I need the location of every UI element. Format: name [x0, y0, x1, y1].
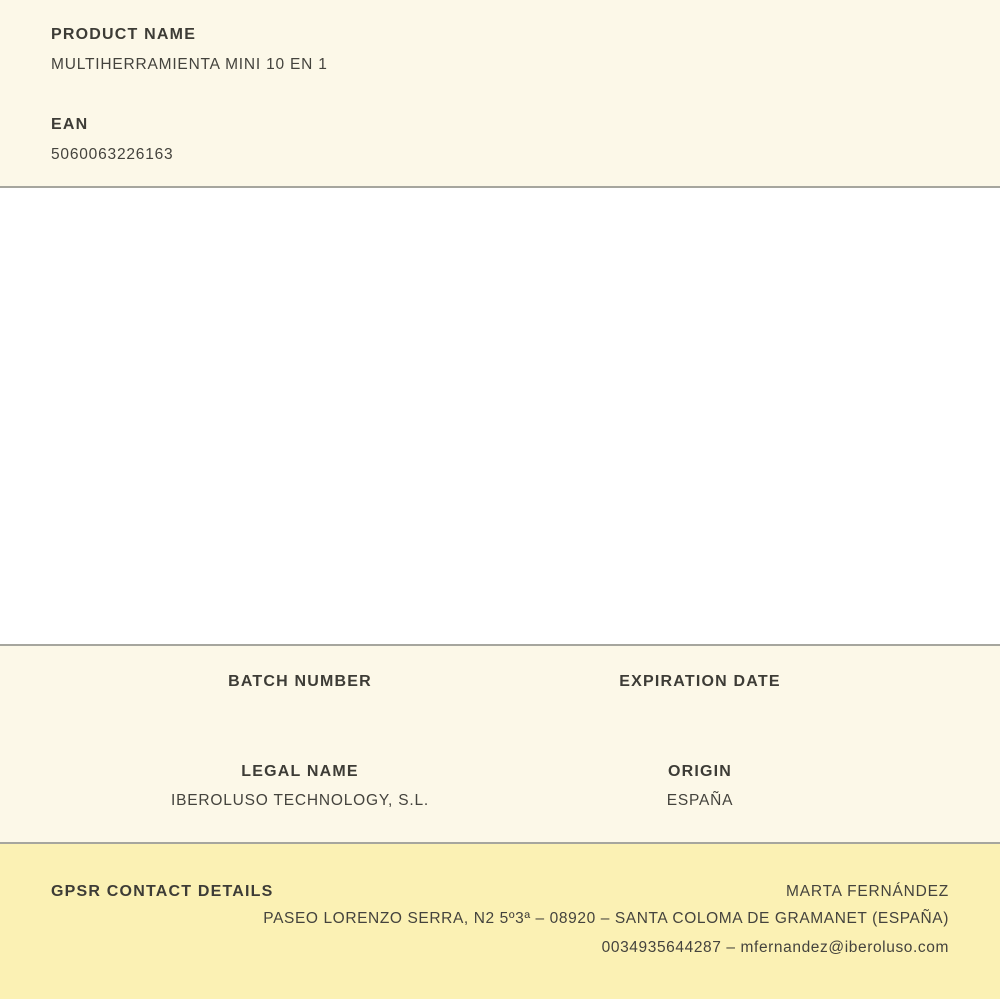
origin-field	[500, 762, 900, 812]
gpsr-contact-name: MARTA FERNÁNDEZ	[786, 883, 949, 900]
product-identity-section	[0, 0, 1000, 188]
expiration-date-value	[500, 700, 900, 722]
ean-value: 5060063226163	[51, 146, 174, 163]
legal-name-value: IBEROLUSO TECHNOLOGY, S.L.	[171, 792, 429, 809]
expiration-date-label: EXPIRATION DATE	[619, 673, 781, 690]
product-name-label: PRODUCT NAME	[51, 26, 197, 43]
ean-field	[51, 115, 949, 165]
gpsr-contact-section	[0, 844, 1000, 999]
legal-name-field	[100, 762, 500, 812]
origin-value: ESPAÑA	[666, 792, 734, 809]
details-grid	[100, 672, 900, 812]
product-name-field	[51, 25, 949, 75]
batch-number-field	[100, 672, 500, 722]
origin-label: ORIGIN	[667, 763, 733, 780]
gpsr-contact-header-row	[51, 880, 949, 904]
product-name-value: MULTIHERRAMIENTA MINI 10 EN 1	[51, 56, 328, 73]
product-image-area	[0, 188, 1000, 646]
gpsr-contact-phone-email: 0034935644287 – mfernandez@iberoluso.com	[601, 939, 949, 956]
product-details-section	[0, 646, 1000, 844]
expiration-date-field	[500, 672, 900, 722]
legal-name-label: LEGAL NAME	[241, 763, 359, 780]
gpsr-contact-address: PASEO LORENZO SERRA, N2 5º3ª – 08920 – SANTA COLOMA DE GRAMANET (ESPAÑA)	[263, 910, 949, 927]
ean-label: EAN	[51, 116, 89, 133]
batch-number-value	[100, 700, 500, 722]
batch-number-label: BATCH NUMBER	[228, 673, 372, 690]
gpsr-contact-heading: GPSR CONTACT DETAILS	[51, 883, 274, 900]
